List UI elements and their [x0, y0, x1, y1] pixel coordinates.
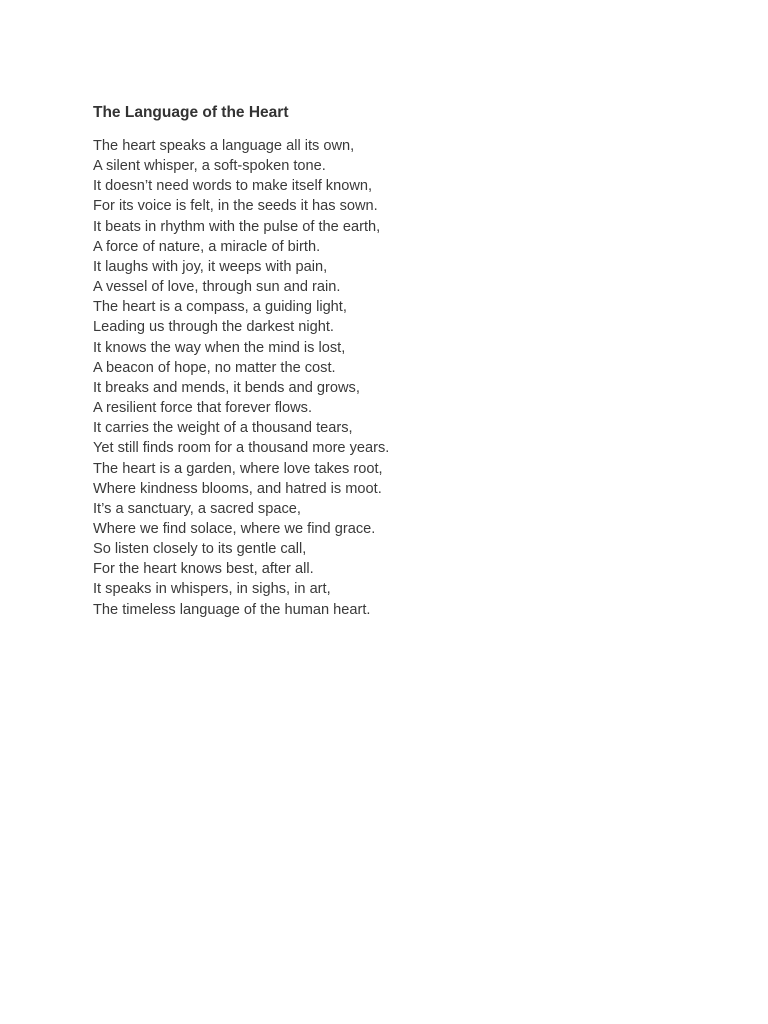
poem-line: A force of nature, a miracle of birth. [93, 238, 321, 255]
poem-line: The heart speaks a language all its own, [93, 138, 355, 154]
poem-line: The heart is a compass, a guiding light, [93, 299, 347, 316]
document-page [93, 103, 693, 620]
poem-line: Where kindness blooms, and hatred is moot. [93, 480, 382, 497]
poem-line: It laughs with joy, it weeps with pain, [93, 258, 328, 275]
poem-line: Leading us through the darkest night. [93, 319, 334, 336]
poem-line: The timeless language of the human heart. [93, 601, 371, 618]
poem-line: So listen closely to its gentle call, [93, 541, 307, 558]
poem-line: For the heart knows best, after all. [93, 561, 314, 578]
poem-line: It knows the way when the mind is lost, [93, 339, 346, 356]
poem-line: For its voice is felt, in the seeds it has sown. [93, 198, 378, 215]
poem-line: A vessel of love, through sun and rain. [93, 279, 341, 296]
poem-line: Where we find solace, where we find grace. [93, 520, 376, 537]
poem-line: It breaks and mends, it bends and grows, [93, 379, 360, 396]
poem-line: It speaks in whispers, in sighs, in art, [93, 581, 331, 598]
poem-line: It doesn’t need words to make itself known, [93, 178, 373, 195]
poem-line: A silent whisper, a soft-spoken tone. [93, 158, 326, 175]
poem-title: The Language of the Heart [93, 104, 289, 121]
poem-line: A resilient force that forever flows. [93, 400, 312, 417]
poem-line: It’s a sanctuary, a sacred space, [93, 500, 301, 517]
poem-line: It beats in rhythm with the pulse of the earth, [93, 218, 381, 235]
poem-line: Yet still finds room for a thousand more years. [93, 440, 390, 457]
poem-body [93, 136, 693, 620]
poem-line: It carries the weight of a thousand tears, [93, 420, 353, 437]
poem-line: The heart is a garden, where love takes root, [93, 460, 383, 477]
poem-line: A beacon of hope, no matter the cost. [93, 359, 336, 376]
